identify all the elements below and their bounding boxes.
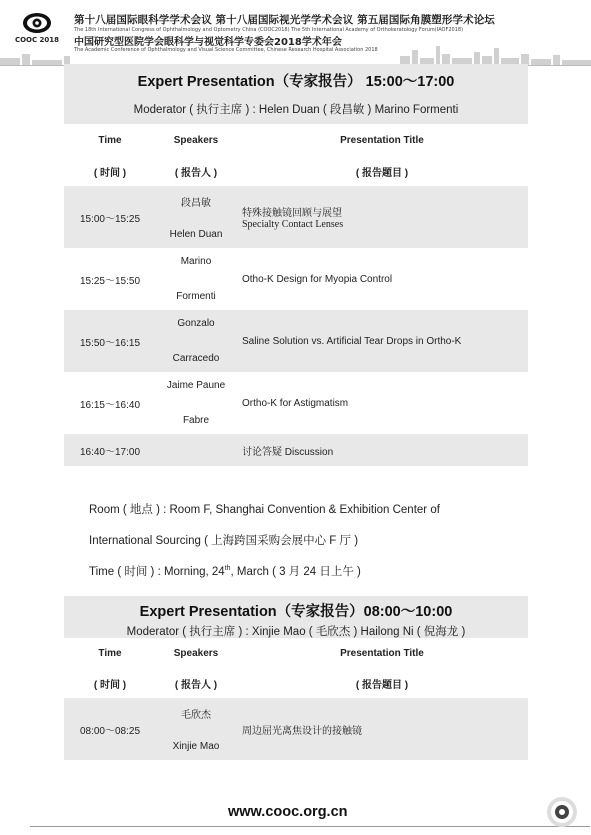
speaker-name: Helen Duan	[169, 229, 223, 240]
header-title-cn-2: 中国研究型医院学会眼科学与视觉科学专委会2018学术年会	[74, 37, 342, 48]
talk-title: Ortho-K for Astigmatism	[242, 397, 349, 409]
speaker-name: 段昌敏	[181, 198, 211, 209]
col-title-cn: ( 报告题目 )	[355, 679, 409, 691]
col-time: Time	[98, 647, 122, 659]
footer-eye-icon	[540, 794, 580, 830]
table-row	[64, 434, 528, 466]
speaker-name: 毛欣杰	[181, 710, 211, 721]
session-1-column-header	[64, 124, 528, 156]
speaker-name: Gonzalo	[177, 318, 215, 329]
col-title-cn: ( 报告题目 )	[355, 167, 409, 179]
eye-logo-icon	[22, 12, 52, 34]
time-cell: 16:15～16:40	[79, 399, 141, 411]
session-2-column-header	[64, 638, 528, 668]
speaker-name: Carracedo	[172, 353, 220, 364]
col-speakers: Speakers	[173, 134, 219, 146]
session-2	[64, 596, 528, 760]
table-row	[64, 372, 528, 434]
room-line-1: Room ( 地点 ) : Room F, Shanghai Convention & Exhibition Center of	[89, 504, 440, 516]
time-suffix: , March ( 3 月 24 日上午 )	[230, 566, 361, 578]
col-time: Time	[98, 134, 122, 146]
speaker-name: Formenti	[176, 291, 216, 302]
talk-title: 周边屈光离焦设计的接触镜	[242, 725, 362, 737]
table-row	[64, 310, 528, 372]
col-speakers-cn: ( 报告人 )	[174, 167, 218, 179]
header-title-cn-1: 第十八届国际眼科学学术会议 第十八届国际视光学学术会议 第五届国际角膜塑形学术论坛	[74, 14, 495, 26]
time-cell: 15:00～15:25	[79, 213, 141, 225]
session-1-header	[64, 64, 528, 124]
page-header	[0, 0, 591, 60]
speaker-name: Fabre	[182, 415, 210, 426]
time-cell: 15:25～15:50	[79, 275, 141, 287]
session-1-title: Expert Presentation（专家报告） 15:00～17:00	[137, 74, 455, 90]
speaker-cell	[156, 698, 236, 760]
session-2-title: Expert Presentation（专家报告）08:00～10:00	[139, 604, 453, 620]
speaker-cell	[156, 186, 236, 248]
table-row	[64, 248, 528, 310]
talk-title: 讨论答疑 Discussion	[242, 446, 334, 458]
speaker-name: Marino	[180, 256, 212, 267]
col-title: Presentation Title	[340, 647, 424, 659]
session-2-moderator: Moderator ( 执行主席 ) : Xinjie Mao ( 毛欣杰 ) Hailong Ni ( 倪海龙 )	[126, 626, 466, 638]
talk-title: Otho-K Design for Myopia Control	[242, 273, 393, 285]
speaker-cell	[156, 372, 236, 434]
time-cell: 15:50～16:15	[79, 337, 141, 349]
website-url: www.cooc.org.cn	[228, 804, 348, 820]
table-row	[64, 698, 528, 760]
speaker-cell	[156, 248, 236, 310]
col-time-cn: ( 时间 )	[93, 679, 127, 691]
col-speakers-cn: ( 报告人 )	[174, 679, 218, 691]
talk-title: Specialty Contact Lenses	[242, 219, 344, 230]
col-title: Presentation Title	[340, 134, 424, 146]
header-title-en-1: The 18th International Congress of Ophthalmology and Optometry China (COOC2018) The 5th International Academy of Orthokeratology Forum(IAOF2018)	[74, 27, 464, 33]
speaker-cell	[156, 310, 236, 372]
talk-title: 特殊接触镜回顾与展望	[242, 208, 342, 219]
session-time-line	[89, 563, 361, 579]
footer-divider	[30, 826, 590, 827]
time-prefix: Time ( 时间 ) : Morning, 24	[89, 566, 225, 578]
speaker-name: Xinjie Mao	[172, 741, 220, 752]
session-1-column-header-cn	[64, 156, 528, 186]
city-skyline-decoration	[0, 44, 591, 66]
header-title-en-2: The Academic Conference of Ophthalmology and Visual Science Committee, Chinese Research Hospital Association 2018	[74, 47, 378, 53]
talk-title: Saline Solution vs. Artificial Tear Drops in Ortho-K	[242, 335, 462, 347]
room-line-2: International Sourcing ( 上海跨国采购会展中心 F 厅 )	[89, 535, 359, 547]
col-speakers: Speakers	[173, 647, 219, 659]
session-2-column-header-cn	[64, 668, 528, 698]
table-row	[64, 186, 528, 248]
logo-text: COOC 2018	[14, 36, 60, 44]
title-cell	[236, 204, 528, 230]
col-time-cn: ( 时间 )	[93, 167, 127, 179]
session-2-header	[64, 596, 528, 638]
speaker-name: Jaime Paune	[166, 380, 226, 391]
session-1	[64, 64, 528, 466]
time-cell: 08:00～08:25	[79, 725, 141, 737]
session-1-moderator: Moderator ( 执行主席 ) : Helen Duan ( 段昌敏 ) Marino Formenti	[133, 104, 459, 116]
time-sup: th	[224, 565, 231, 573]
time-cell: 16:40～17:00	[79, 446, 141, 458]
